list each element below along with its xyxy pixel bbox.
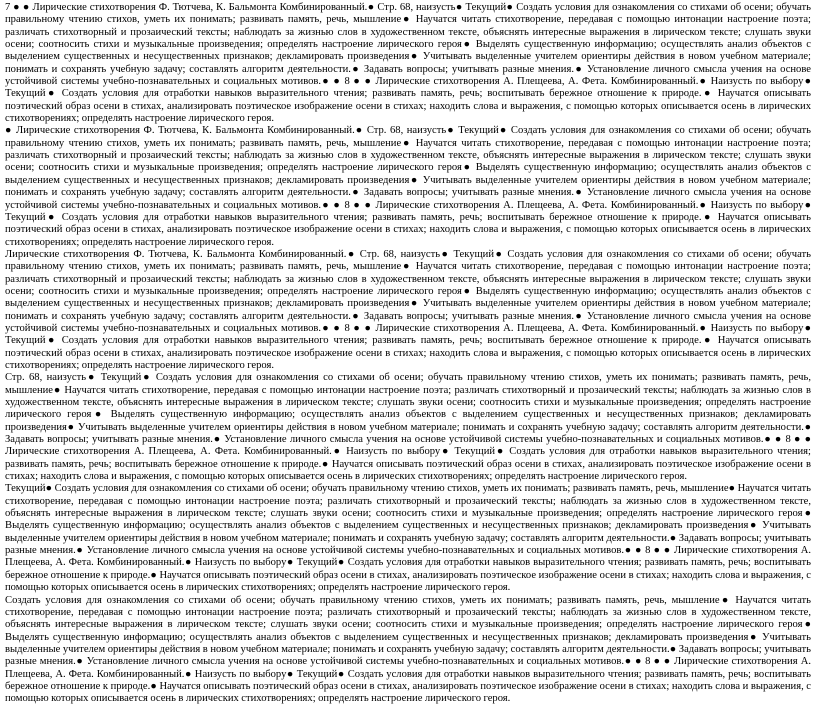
paragraph-5: Текущий● Создать условия для ознакомления со стихами об осени; обучать правильному чтению стихов, уметь их понимать; развивать память, речь, мышление● Научатся читать стихотворение, передавая с помощью интонации настроение поэта; различать стихотворный и прозаический тексты; наблюдать за жизнью слов в художественном тексте, объяснять интересные выражения в лирическом тексте; слушать звуки осени; соотносить стихи и музыкальные произведения; определять настроение лирического героя● Выделять существенную информацию; осуществлять анализ объектов с выделением существенных и несущественных признаков; декламировать произведения● Учитывать выделенные учителем ориентиры действия в новом учебном материале; понимать и сохранять учебную задачу; составлять алгоритм деятельности.● Задавать вопросы; учитывать разные мнения.● Установление личного смысла учения на основе устойчивой системы учебно-познавательных и социальных мотивов.● ● 8 ● ● Лирические стихотворения А. Плещеева, А. Фета. Комбинированный.● Наизусть по выбору● Текущий● Создать условия для отработки навыков выразительного чтения; развивать память, речь; воспитывать бережное отношение к природе.● Научатся описывать поэтический образ осени в стихах, анализировать поэтическое изображение осени в стихах; находить слова и выражения, с помощью которых описывается осень в лирических стихотворениях; определять настроение лирического героя. <box>5 483 811 594</box>
paragraph-6: Создать условия для ознакомления со стихами об осени; обучать правильному чтению стихов, уметь их понимать; развивать память, речь, мышление● Научатся читать стихотворение, передавая с помощью интонации настроение поэта; различать стихотворный и прозаический тексты; наблюдать за жизнью слов в художественном тексте, объяснять интересные выражения в лирическом тексте; слушать звуки осени; соотносить стихи и музыкальные произведения; определять настроение лирического героя● Выделять существенную информацию; осуществлять анализ объектов с выделением существенных и несущественных признаков; декламировать произведения● Учитывать выделенные учителем ориентиры действия в новом учебном материале; понимать и сохранять учебную задачу; составлять алгоритм деятельности.● Задавать вопросы; учитывать разные мнения.● Установление личного смысла учения на основе устойчивой системы учебно-познавательных и социальных мотивов.● ● 8 ● ● Лирические стихотворения А. Плещеева, А. Фета. Комбинированный.● Наизусть по выбору● Текущий● Создать условия для отработки навыков выразительного чтения; развивать память, речь; воспитывать бережное отношение к природе.● Научатся описывать поэтический образ осени в стихах, анализировать поэтическое изображение осени в стихах; находить слова и выражения, с помощью которых описывается осень в лирических стихотворениях; определять настроение лирического героя. <box>5 594 811 705</box>
paragraph-4: Стр. 68, наизусть● Текущий● Создать условия для ознакомления со стихами об осени; обучать правильному чтению стихов, уметь их понимать; развивать память, речь, мышление● Научатся читать стихотворение, передавая с помощью интонации настроение поэта; различать стихотворный и прозаический тексты; наблюдать за жизнью слов в художественном тексте, объяснять интересные выражения в лирическом тексте; слушать звуки осени; соотносить стихи и музыкальные произведения; определять настроение лирического героя● Выделять существенную информацию; осуществлять анализ объектов с выделением существенных и несущественных признаков; декламировать произведения● Учитывать выделенные учителем ориентиры действия в новом учебном материале; понимать и сохранять учебную задачу; составлять алгоритм деятельности.● Задавать вопросы; учитывать разные мнения.● Установление личного смысла учения на основе устойчивой системы учебно-познавательных и социальных мотивов.● ● 8 ● ● Лирические стихотворения А. Плещеева, А. Фета. Комбинированный.● Наизусть по выбору● Текущий● Создать условия для отработки навыков выразительного чтения; развивать память, речь; воспитывать бережное отношение к природе.● Научатся описывать поэтический образ осени в стихах, анализировать поэтическое изображение осени в стихах; находить слова и выражения, с помощью которых описывается осень в лирических стихотворениях; определять настроение лирического героя. <box>5 372 811 483</box>
paragraph-1: 7 ● ● Лирические стихотворения Ф. Тютчева, К. Бальмонта Комбинированный.● Стр. 68, наизусть● Текущий● Создать условия для ознакомления со стихами об осени; обучать правильному чтению стихов, уметь их понимать; развивать память, речь, мышление● Научатся читать стихотворение, передавая с помощью интонации настроение поэта; различать стихотворный и прозаический тексты; наблюдать за жизнью слов в художественном тексте, объяснять интересные выражения в лирическом тексте; слушать звуки осени; соотносить стихи и музыкальные произведения; определять настроение лирического героя● Выделять существенную информацию; осуществлять анализ объектов с выделением существенных и несущественных признаков; декламировать произведения● Учитывать выделенные учителем ориентиры действия в новом учебном материале; понимать и сохранять учебную задачу; составлять алгоритм деятельности.● Задавать вопросы; учитывать разные мнения.● Установление личного смысла учения на основе устойчивой системы учебно-познавательных и социальных мотивов.● ● 8 ● ● Лирические стихотворения А. Плещеева, А. Фета. Комбинированный.● Наизусть по выбору● Текущий● Создать условия для отработки навыков выразительного чтения; развивать память, речь; воспитывать бережное отношение к природе.● Научатся описывать поэтический образ осени в стихах, анализировать поэтическое изображение осени в стихах; находить слова и выражения, с помощью которых описывается осень в лирических стихотворениях; определять настроение лирического героя. <box>5 2 811 125</box>
paragraph-3: Лирические стихотворения Ф. Тютчева, К. Бальмонта Комбинированный.● Стр. 68, наизусть● Текущий● Создать условия для ознакомления со стихами об осени; обучать правильному чтению стихов, уметь их понимать; развивать память, речь, мышление● Научатся читать стихотворение, передавая с помощью интонации настроение поэта; различать стихотворный и прозаический тексты; наблюдать за жизнью слов в художественном тексте, объяснять интересные выражения в лирическом тексте; слушать звуки осени; соотносить стихи и музыкальные произведения; определять настроение лирического героя● Выделять существенную информацию; осуществлять анализ объектов с выделением существенных и несущественных признаков; декламировать произведения● Учитывать выделенные учителем ориентиры действия в новом учебном материале; понимать и сохранять учебную задачу; составлять алгоритм деятельности.● Задавать вопросы; учитывать разные мнения.● Установление личного смысла учения на основе устойчивой системы учебно-познавательных и социальных мотивов.● ● 8 ● ● Лирические стихотворения А. Плещеева, А. Фета. Комбинированный.● Наизусть по выбору● Текущий● Создать условия для отработки навыков выразительного чтения; развивать память, речь; воспитывать бережное отношение к природе.● Научатся описывать поэтический образ осени в стихах, анализировать поэтическое изображение осени в стихах; находить слова и выражения, с помощью которых описывается осень в лирических стихотворениях; определять настроение лирического героя. <box>5 248 811 371</box>
paragraph-2: ● Лирические стихотворения Ф. Тютчева, К. Бальмонта Комбинированный.● Стр. 68, наизусть● Текущий● Создать условия для ознакомления со стихами об осени; обучать правильному чтению стихов, уметь их понимать; развивать память, речь, мышление● Научатся читать стихотворение, передавая с помощью интонации настроение поэта; различать стихотворный и прозаический тексты; наблюдать за жизнью слов в художественном тексте, объяснять интересные выражения в лирическом тексте; слушать звуки осени; соотносить стихи и музыкальные произведения; определять настроение лирического героя● Выделять существенную информацию; осуществлять анализ объектов с выделением существенных и несущественных признаков; декламировать произведения● Учитывать выделенные учителем ориентиры действия в новом учебном материале; понимать и сохранять учебную задачу; составлять алгоритм деятельности.● Задавать вопросы; учитывать разные мнения.● Установление личного смысла учения на основе устойчивой системы учебно-познавательных и социальных мотивов.● ● 8 ● ● Лирические стихотворения А. Плещеева, А. Фета. Комбинированный.● Наизусть по выбору● Текущий● Создать условия для отработки навыков выразительного чтения; развивать память, речь; воспитывать бережное отношение к природе.● Научатся описывать поэтический образ осени в стихах, анализировать поэтическое изображение осени в стихах; находить слова и выражения, с помощью которых описывается осень в лирических стихотворениях; определять настроение лирического героя. <box>5 125 811 248</box>
